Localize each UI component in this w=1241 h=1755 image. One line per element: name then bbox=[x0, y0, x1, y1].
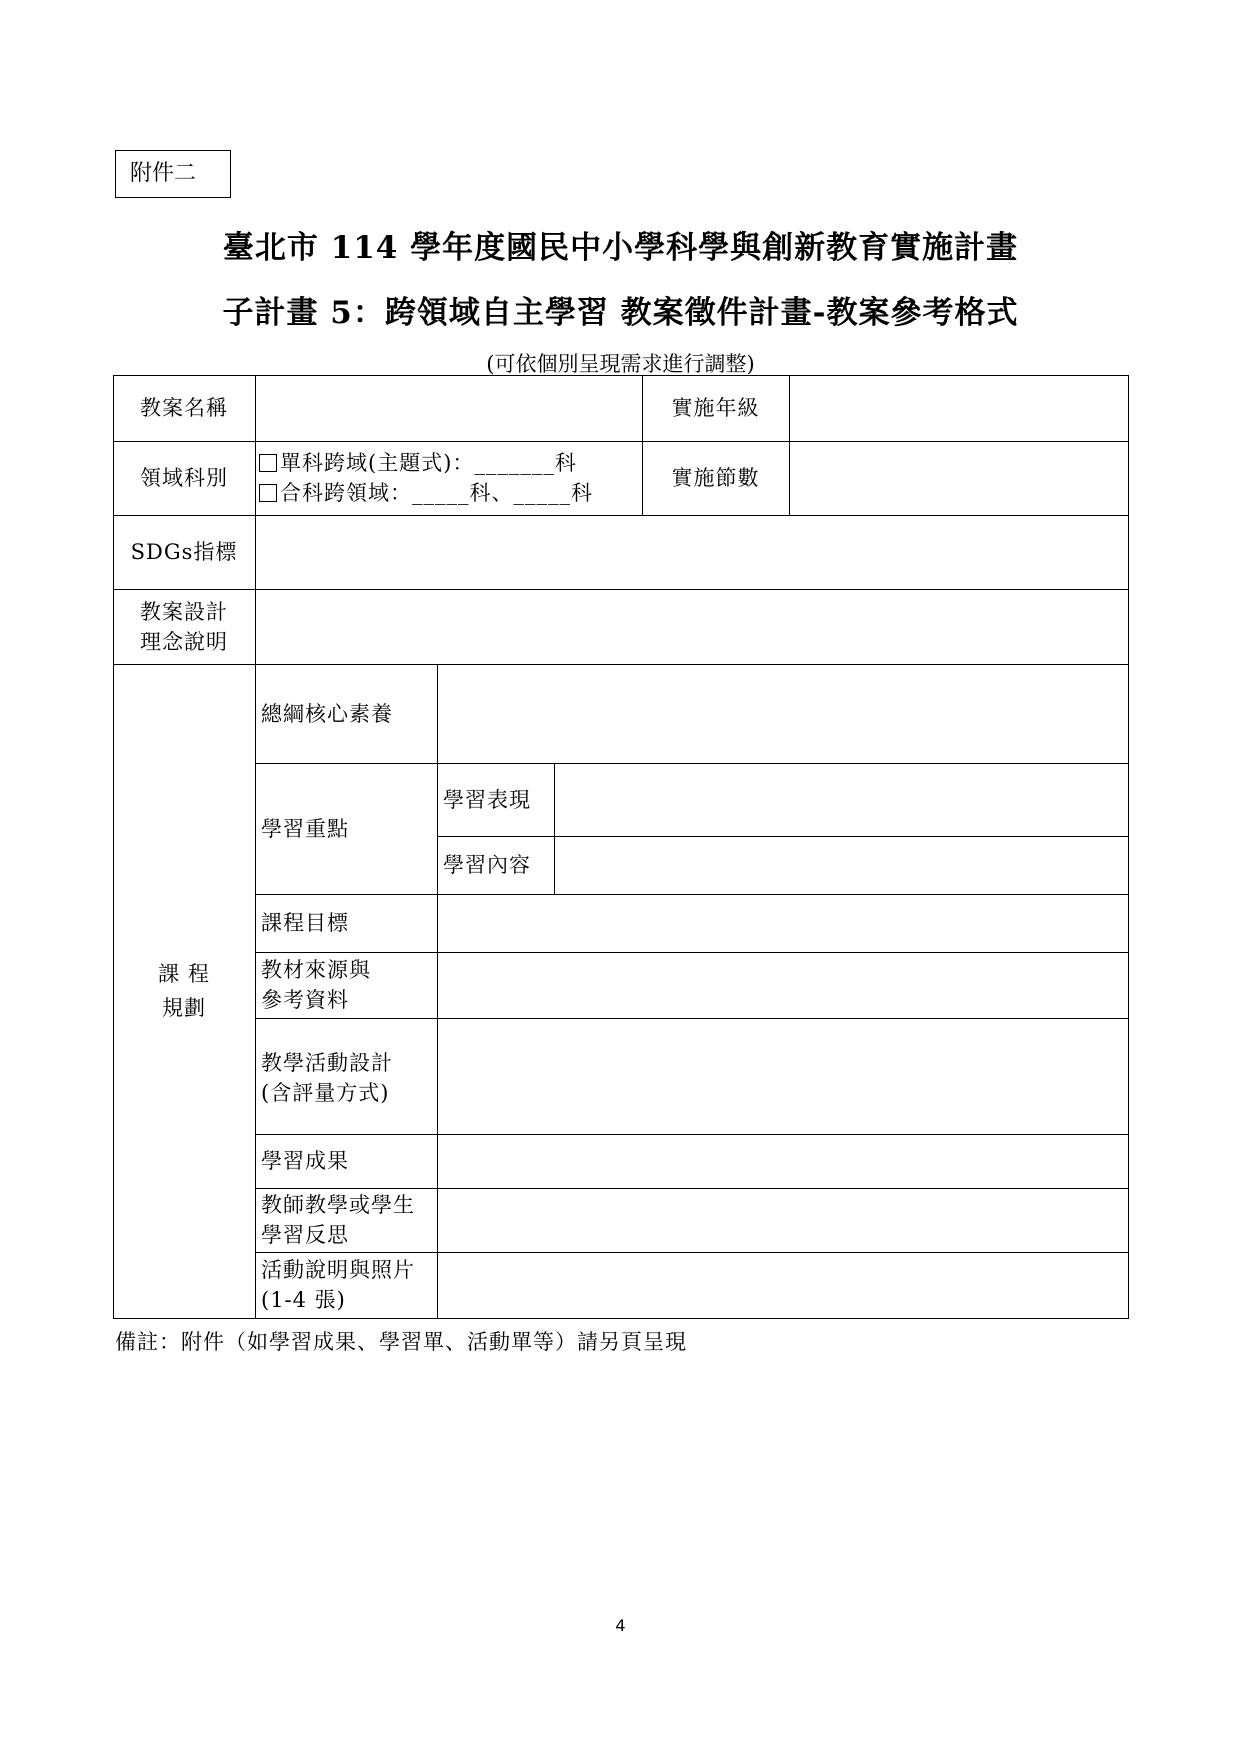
table-border-top bbox=[113, 375, 1129, 376]
outcomes-field[interactable] bbox=[439, 1136, 1126, 1186]
col-divider bbox=[554, 763, 555, 894]
photos-field[interactable] bbox=[439, 1254, 1126, 1316]
annex-label: 附件二 bbox=[115, 150, 231, 198]
periods-label: 實施節數 bbox=[671, 466, 760, 490]
learning-content-field[interactable] bbox=[556, 838, 1126, 892]
domain-option-combined[interactable]: 合科跨領域：_____科、_____科 bbox=[259, 478, 593, 508]
lesson-name-label: 教案名稱 bbox=[140, 396, 228, 420]
photos-label: 活動說明與照片 (1-4 張) bbox=[261, 1258, 415, 1312]
checkbox-combined-subject[interactable] bbox=[259, 484, 277, 502]
page-title: 臺北市 114 學年度國民中小學科學與創新教育實施計畫 bbox=[222, 230, 1019, 266]
learning-performance-field[interactable] bbox=[556, 765, 1126, 834]
activity-design-label: 教學活動設計 (含評量方式) bbox=[261, 1051, 393, 1105]
outcomes-label: 學習成果 bbox=[261, 1149, 349, 1173]
col-divider bbox=[789, 375, 790, 515]
materials-field[interactable] bbox=[439, 954, 1126, 1016]
lesson-name-field[interactable] bbox=[257, 377, 640, 439]
learning-content-label: 學習內容 bbox=[443, 853, 531, 877]
row-divider bbox=[113, 589, 1129, 590]
course-planning-label: 課 程 規劃 bbox=[158, 962, 210, 1020]
materials-label: 教材來源與 參考資料 bbox=[261, 958, 371, 1012]
table-border-right bbox=[1128, 375, 1129, 1318]
table-border-bottom bbox=[113, 1318, 1129, 1319]
course-goal-label: 課程目標 bbox=[261, 911, 349, 935]
reflection-label: 教師教學或學生 學習反思 bbox=[261, 1193, 415, 1247]
core-literacy-label: 總綱核心素養 bbox=[261, 701, 393, 726]
sdgs-label: SDGs指標 bbox=[130, 540, 238, 564]
domain-label: 領域科別 bbox=[140, 466, 228, 490]
footnote: 備註：附件（如學習成果、學習單、活動單等）請另頁呈現 bbox=[115, 1330, 687, 1354]
sdgs-field[interactable] bbox=[257, 517, 1126, 587]
course-goal-field[interactable] bbox=[439, 896, 1126, 950]
adjustment-note: (可依個別呈現需求進行調整) bbox=[486, 352, 755, 376]
domain-options bbox=[259, 441, 642, 515]
activity-design-field[interactable] bbox=[439, 1020, 1126, 1132]
grade-field[interactable] bbox=[791, 377, 1126, 439]
learning-performance-label: 學習表現 bbox=[443, 787, 531, 812]
design-rationale-field[interactable] bbox=[257, 591, 1126, 662]
page-number: 4 bbox=[615, 1616, 626, 1635]
page-subtitle: 子計畫 5：跨領域自主學習 教案徵件計畫-教案參考格式 bbox=[222, 295, 1019, 331]
learning-focus-label: 學習重點 bbox=[261, 816, 349, 841]
reflection-field[interactable] bbox=[439, 1190, 1126, 1250]
grade-label: 實施年級 bbox=[671, 396, 760, 420]
core-literacy-field[interactable] bbox=[439, 666, 1126, 761]
periods-field[interactable] bbox=[791, 443, 1126, 513]
domain-option-single[interactable]: 單科跨域(主題式)：_______科 bbox=[259, 448, 577, 478]
checkbox-single-subject[interactable] bbox=[259, 454, 277, 472]
row-divider bbox=[113, 515, 1129, 516]
design-rationale-label: 教案設計 理念說明 bbox=[140, 599, 228, 654]
